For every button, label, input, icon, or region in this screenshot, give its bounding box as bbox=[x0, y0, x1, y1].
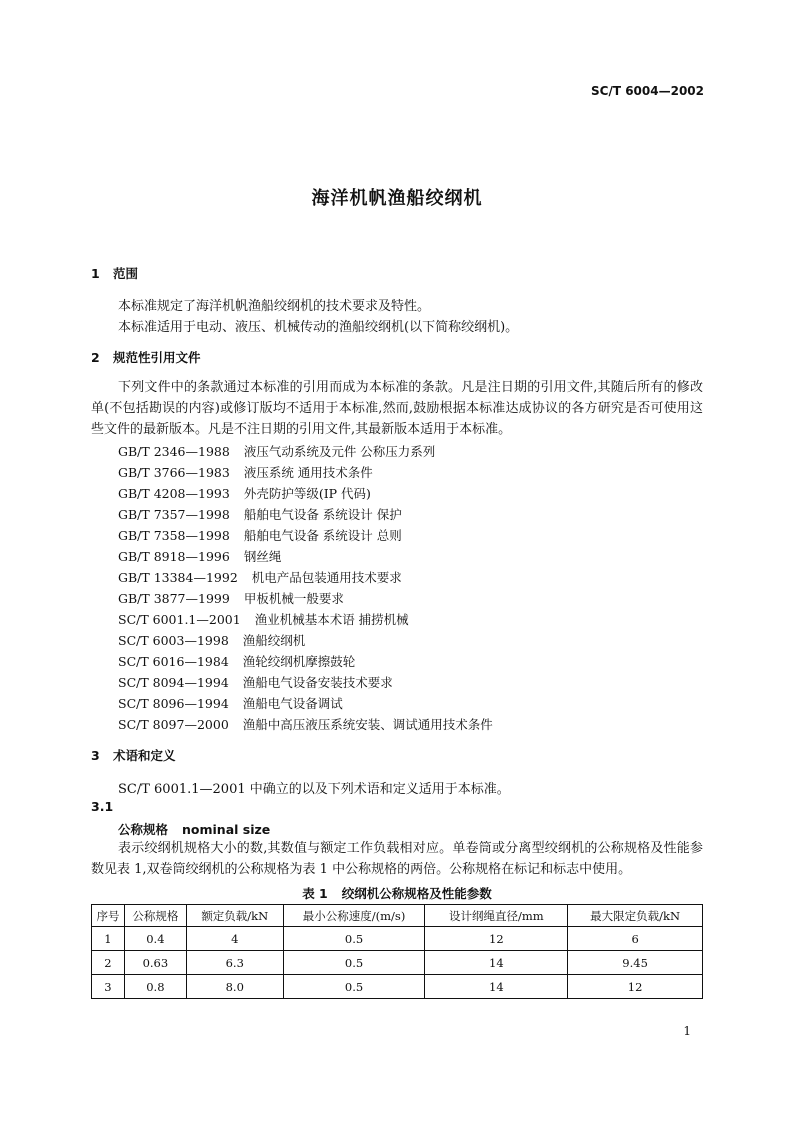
table-header-cell: 最大限定负载/kN bbox=[568, 905, 703, 927]
section-1-heading bbox=[91, 264, 138, 282]
reference-item bbox=[118, 505, 402, 523]
reference-code: GB/T 2346—1988 bbox=[118, 444, 230, 459]
reference-item bbox=[118, 568, 402, 586]
reference-item bbox=[118, 610, 409, 628]
reference-code: GB/T 3877—1999 bbox=[118, 591, 230, 606]
reference-title: 渔业机械基本术语 捕捞机械 bbox=[254, 612, 409, 627]
section-1-number: 1 bbox=[91, 266, 100, 281]
table-cell: 0.5 bbox=[283, 927, 425, 951]
table-cell: 14 bbox=[425, 975, 568, 999]
reference-code: GB/T 8918—1996 bbox=[118, 549, 230, 564]
reference-title: 渔船电气设备安装技术要求 bbox=[242, 675, 393, 690]
reference-item bbox=[118, 631, 305, 649]
table-cell: 6.3 bbox=[186, 951, 283, 975]
reference-title: 外壳防护等级(IP 代码) bbox=[243, 486, 371, 501]
reference-title: 船舶电气设备 系统设计 总则 bbox=[243, 528, 402, 543]
table-cell: 0.4 bbox=[124, 927, 186, 951]
reference-title: 机电产品包装通用技术要求 bbox=[251, 570, 402, 585]
section-2-number: 2 bbox=[91, 350, 100, 365]
table-label: 表 1 bbox=[302, 886, 328, 901]
table-cell: 14 bbox=[425, 951, 568, 975]
reference-title: 液压系统 通用技术条件 bbox=[243, 465, 373, 480]
table-cell: 0.63 bbox=[124, 951, 186, 975]
reference-title: 渔船中高压液压系统安装、调试通用技术条件 bbox=[242, 717, 493, 732]
table-cell: 1 bbox=[92, 927, 125, 951]
table-header-cell: 序号 bbox=[92, 905, 125, 927]
reference-code: GB/T 3766—1983 bbox=[118, 465, 230, 480]
table-cell: 3 bbox=[92, 975, 125, 999]
table-cell: 4 bbox=[186, 927, 283, 951]
reference-item bbox=[118, 715, 493, 733]
reference-item bbox=[118, 484, 371, 502]
section-3-intro: SC/T 6001.1—2001 中确立的以及下列术语和定义适用于本标准。 bbox=[118, 782, 510, 797]
reference-code: SC/T 8097—2000 bbox=[118, 717, 229, 732]
section-3-heading bbox=[91, 746, 176, 764]
section-2-title: 规范性引用文件 bbox=[113, 350, 201, 365]
term-english: nominal size bbox=[182, 822, 271, 837]
term-entry bbox=[118, 820, 270, 838]
reference-title: 船舶电气设备 系统设计 保护 bbox=[243, 507, 402, 522]
reference-code: SC/T 6003—1998 bbox=[118, 633, 229, 648]
subsection-3-1-number: 3.1 bbox=[91, 799, 114, 814]
table-row bbox=[92, 927, 703, 951]
term-definition: 表示绞纲机规格大小的数,其数值与额定工作负载相对应。单卷筒或分离型绞纲机的公称规格及性能参数见表 1,双卷筒绞纲机的公称规格为表 1 中公称规格的两倍。公称规格在标记和标志中使用。 bbox=[91, 841, 703, 877]
table-cell: 12 bbox=[425, 927, 568, 951]
section-2-heading bbox=[91, 348, 201, 366]
table-header-row bbox=[92, 905, 703, 927]
table-cell: 8.0 bbox=[186, 975, 283, 999]
spec-table bbox=[91, 904, 703, 999]
reference-title: 渔轮绞纲机摩擦鼓轮 bbox=[242, 654, 356, 669]
reference-code: SC/T 8096—1994 bbox=[118, 696, 229, 711]
section-1-paragraph-2: 本标准适用于电动、液压、机械传动的渔船绞纲机(以下简称绞纲机)。 bbox=[118, 320, 519, 335]
reference-code: GB/T 7357—1998 bbox=[118, 507, 230, 522]
reference-title: 甲板机械一般要求 bbox=[243, 591, 344, 606]
reference-code: SC/T 6001.1—2001 bbox=[118, 612, 241, 627]
reference-code: GB/T 4208—1993 bbox=[118, 486, 230, 501]
table-row bbox=[92, 975, 703, 999]
reference-item bbox=[118, 526, 402, 544]
table-row bbox=[92, 951, 703, 975]
reference-code: GB/T 13384—1992 bbox=[118, 570, 238, 585]
page-number: 1 bbox=[683, 1024, 691, 1038]
reference-item bbox=[118, 463, 373, 481]
table-header-cell: 公称规格 bbox=[124, 905, 186, 927]
table-title: 绞纲机公称规格及性能参数 bbox=[341, 886, 492, 901]
table-cell: 12 bbox=[568, 975, 703, 999]
reference-code: GB/T 7358—1998 bbox=[118, 528, 230, 543]
section-1-paragraph-1: 本标准规定了海洋机帆渔船绞纲机的技术要求及特性。 bbox=[118, 299, 431, 314]
reference-title: 钢丝绳 bbox=[243, 549, 282, 564]
reference-item bbox=[118, 694, 343, 712]
section-1-title: 范围 bbox=[113, 266, 139, 281]
term-chinese: 公称规格 bbox=[118, 822, 169, 837]
table-header-cell: 额定负载/kN bbox=[186, 905, 283, 927]
reference-item bbox=[118, 442, 435, 460]
section-2-intro: 下列文件中的条款通过本标准的引用而成为本标准的条款。凡是注日期的引用文件,其随后所有的修改单(不包括勘误的内容)或修订版均不适用于本标准,然而,鼓励根据本标准达成协议的各方研究是否可使用这些文件的最新版本。凡是不注日期的引用文件,其最新版本适用于本标准。 bbox=[91, 380, 703, 437]
table-cell: 0.8 bbox=[124, 975, 186, 999]
document-code: SC/T 6004—2002 bbox=[591, 84, 704, 98]
reference-title: 渔船电气设备调试 bbox=[242, 696, 343, 711]
table-cell: 0.5 bbox=[283, 951, 425, 975]
reference-item bbox=[118, 673, 393, 691]
document-title: 海洋机帆渔船绞纲机 bbox=[311, 188, 483, 209]
table-caption bbox=[0, 884, 794, 902]
reference-title: 渔船绞纲机 bbox=[242, 633, 306, 648]
reference-code: SC/T 8094—1994 bbox=[118, 675, 229, 690]
table-cell: 6 bbox=[568, 927, 703, 951]
reference-title: 液压气动系统及元件 公称压力系列 bbox=[243, 444, 436, 459]
section-3-title: 术语和定义 bbox=[113, 748, 176, 763]
reference-item bbox=[118, 547, 281, 565]
table-cell: 2 bbox=[92, 951, 125, 975]
table-header-cell: 设计纲绳直径/mm bbox=[425, 905, 568, 927]
reference-code: SC/T 6016—1984 bbox=[118, 654, 229, 669]
reference-item bbox=[118, 589, 344, 607]
reference-item bbox=[118, 652, 355, 670]
section-3-number: 3 bbox=[91, 748, 100, 763]
table-header-cell: 最小公称速度/(m/s) bbox=[283, 905, 425, 927]
table-cell: 0.5 bbox=[283, 975, 425, 999]
table-cell: 9.45 bbox=[568, 951, 703, 975]
